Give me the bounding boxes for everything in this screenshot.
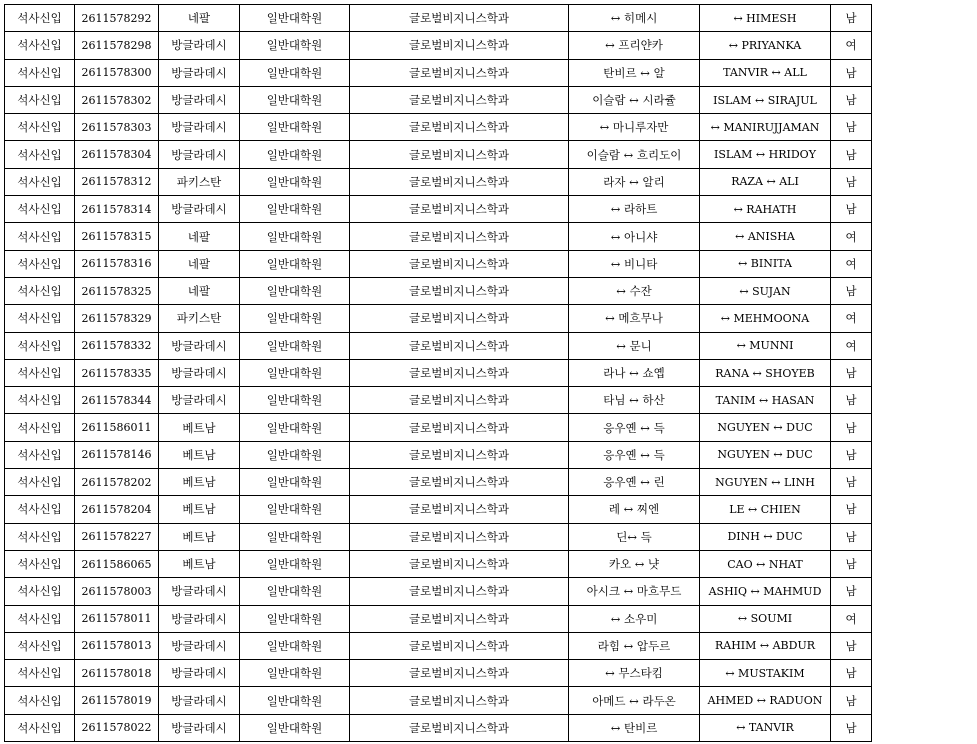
department-cell: 글로벌비지니스학과 bbox=[350, 59, 569, 86]
gender-cell: 남 bbox=[831, 59, 872, 86]
korean-name-cell: ↔ 마니루자만 bbox=[569, 114, 700, 141]
english-name-cell: ↔ PRIYANKA bbox=[700, 32, 831, 59]
student-rows bbox=[5, 5, 872, 742]
english-name-cell: TANIM ↔ HASAN bbox=[700, 387, 831, 414]
course-cell: 석사신입 bbox=[5, 5, 75, 32]
gender-cell: 남 bbox=[831, 550, 872, 577]
english-name-cell: TANVIR ↔ ALL bbox=[700, 59, 831, 86]
school-cell: 일반대학원 bbox=[240, 632, 350, 659]
course-cell: 석사신입 bbox=[5, 496, 75, 523]
english-name-cell: ↔ SUJAN bbox=[700, 277, 831, 304]
student-id-cell: 2611578303 bbox=[75, 114, 159, 141]
korean-name-cell: 라나 ↔ 쇼옙 bbox=[569, 359, 700, 386]
course-cell: 석사신입 bbox=[5, 550, 75, 577]
korean-name-cell: ↔ 라하트 bbox=[569, 196, 700, 223]
school-cell: 일반대학원 bbox=[240, 414, 350, 441]
department-cell: 글로벌비지니스학과 bbox=[350, 687, 569, 714]
korean-name-cell: ↔ 탄비르 bbox=[569, 714, 700, 741]
table-row bbox=[5, 86, 872, 113]
english-name-cell: ↔ MANIRUJJAMAN bbox=[700, 114, 831, 141]
nationality-cell: 베트남 bbox=[159, 414, 240, 441]
gender-cell: 남 bbox=[831, 660, 872, 687]
english-name-cell: ↔ MEHMOONA bbox=[700, 305, 831, 332]
department-cell: 글로벌비지니스학과 bbox=[350, 141, 569, 168]
school-cell: 일반대학원 bbox=[240, 523, 350, 550]
table-row bbox=[5, 714, 872, 741]
student-id-cell: 2611578314 bbox=[75, 196, 159, 223]
table-row bbox=[5, 496, 872, 523]
department-cell: 글로벌비지니스학과 bbox=[350, 578, 569, 605]
gender-cell: 남 bbox=[831, 414, 872, 441]
course-cell: 석사신입 bbox=[5, 332, 75, 359]
school-cell: 일반대학원 bbox=[240, 605, 350, 632]
table-row bbox=[5, 414, 872, 441]
school-cell: 일반대학원 bbox=[240, 5, 350, 32]
student-id-cell: 2611578204 bbox=[75, 496, 159, 523]
english-name-cell: ↔ ANISHA bbox=[700, 223, 831, 250]
school-cell: 일반대학원 bbox=[240, 687, 350, 714]
table-row bbox=[5, 277, 872, 304]
school-cell: 일반대학원 bbox=[240, 387, 350, 414]
course-cell: 석사신입 bbox=[5, 414, 75, 441]
department-cell: 글로벌비지니스학과 bbox=[350, 605, 569, 632]
korean-name-cell: 응우옌 ↔ 득 bbox=[569, 414, 700, 441]
english-name-cell: CAO ↔ NHAT bbox=[700, 550, 831, 577]
nationality-cell: 파키스탄 bbox=[159, 168, 240, 195]
department-cell: 글로벌비지니스학과 bbox=[350, 114, 569, 141]
school-cell: 일반대학원 bbox=[240, 59, 350, 86]
gender-cell: 여 bbox=[831, 305, 872, 332]
department-cell: 글로벌비지니스학과 bbox=[350, 277, 569, 304]
english-name-cell: DINH ↔ DUC bbox=[700, 523, 831, 550]
nationality-cell: 네팔 bbox=[159, 250, 240, 277]
nationality-cell: 방글라데시 bbox=[159, 632, 240, 659]
course-cell: 석사신입 bbox=[5, 114, 75, 141]
table-row bbox=[5, 5, 872, 32]
school-cell: 일반대학원 bbox=[240, 714, 350, 741]
table-row bbox=[5, 359, 872, 386]
course-cell: 석사신입 bbox=[5, 168, 75, 195]
korean-name-cell: 이슬람 ↔ 시라쥴 bbox=[569, 86, 700, 113]
course-cell: 석사신입 bbox=[5, 32, 75, 59]
table-row bbox=[5, 250, 872, 277]
korean-name-cell: 이슬람 ↔ 흐리도이 bbox=[569, 141, 700, 168]
english-name-cell: LE ↔ CHIEN bbox=[700, 496, 831, 523]
english-name-cell: ↔ RAHATH bbox=[700, 196, 831, 223]
student-id-cell: 2611578013 bbox=[75, 632, 159, 659]
gender-cell: 남 bbox=[831, 469, 872, 496]
nationality-cell: 베트남 bbox=[159, 441, 240, 468]
korean-name-cell: ↔ 소우미 bbox=[569, 605, 700, 632]
student-id-cell: 2611578325 bbox=[75, 277, 159, 304]
school-cell: 일반대학원 bbox=[240, 305, 350, 332]
student-id-cell: 2611578003 bbox=[75, 578, 159, 605]
course-cell: 석사신입 bbox=[5, 196, 75, 223]
gender-cell: 남 bbox=[831, 632, 872, 659]
korean-name-cell: ↔ 히메시 bbox=[569, 5, 700, 32]
korean-name-cell: ↔ 문니 bbox=[569, 332, 700, 359]
student-id-cell: 2611578018 bbox=[75, 660, 159, 687]
korean-name-cell: 응우옌 ↔ 린 bbox=[569, 469, 700, 496]
school-cell: 일반대학원 bbox=[240, 250, 350, 277]
student-id-cell: 2611578315 bbox=[75, 223, 159, 250]
student-id-cell: 2611578292 bbox=[75, 5, 159, 32]
course-cell: 석사신입 bbox=[5, 687, 75, 714]
nationality-cell: 네팔 bbox=[159, 223, 240, 250]
table-row bbox=[5, 469, 872, 496]
nationality-cell: 방글라데시 bbox=[159, 387, 240, 414]
nationality-cell: 방글라데시 bbox=[159, 59, 240, 86]
table-row bbox=[5, 141, 872, 168]
course-cell: 석사신입 bbox=[5, 469, 75, 496]
korean-name-cell: ↔ 프리얀카 bbox=[569, 32, 700, 59]
department-cell: 글로벌비지니스학과 bbox=[350, 5, 569, 32]
gender-cell: 여 bbox=[831, 605, 872, 632]
korean-name-cell: ↔ 메흐무나 bbox=[569, 305, 700, 332]
gender-cell: 남 bbox=[831, 168, 872, 195]
nationality-cell: 방글라데시 bbox=[159, 359, 240, 386]
nationality-cell: 베트남 bbox=[159, 496, 240, 523]
korean-name-cell: 응우옌 ↔ 득 bbox=[569, 441, 700, 468]
student-id-cell: 2611578022 bbox=[75, 714, 159, 741]
course-cell: 석사신입 bbox=[5, 387, 75, 414]
table-row bbox=[5, 605, 872, 632]
korean-name-cell: ↔ 비니타 bbox=[569, 250, 700, 277]
korean-name-cell: 타님 ↔ 하산 bbox=[569, 387, 700, 414]
course-cell: 석사신입 bbox=[5, 223, 75, 250]
student-id-cell: 2611578332 bbox=[75, 332, 159, 359]
gender-cell: 남 bbox=[831, 441, 872, 468]
english-name-cell: NGUYEN ↔ DUC bbox=[700, 414, 831, 441]
table-row bbox=[5, 550, 872, 577]
gender-cell: 남 bbox=[831, 359, 872, 386]
gender-cell: 남 bbox=[831, 496, 872, 523]
course-cell: 석사신입 bbox=[5, 250, 75, 277]
department-cell: 글로벌비지니스학과 bbox=[350, 414, 569, 441]
nationality-cell: 방글라데시 bbox=[159, 332, 240, 359]
table-row bbox=[5, 59, 872, 86]
gender-cell: 남 bbox=[831, 523, 872, 550]
korean-name-cell: 딘↔ 득 bbox=[569, 523, 700, 550]
department-cell: 글로벌비지니스학과 bbox=[350, 359, 569, 386]
department-cell: 글로벌비지니스학과 bbox=[350, 196, 569, 223]
student-id-cell: 2611578011 bbox=[75, 605, 159, 632]
english-name-cell: ISLAM ↔ SIRAJUL bbox=[700, 86, 831, 113]
department-cell: 글로벌비지니스학과 bbox=[350, 714, 569, 741]
school-cell: 일반대학원 bbox=[240, 114, 350, 141]
school-cell: 일반대학원 bbox=[240, 277, 350, 304]
gender-cell: 남 bbox=[831, 5, 872, 32]
table-row bbox=[5, 441, 872, 468]
table-row bbox=[5, 687, 872, 714]
student-id-cell: 2611586065 bbox=[75, 550, 159, 577]
gender-cell: 남 bbox=[831, 714, 872, 741]
korean-name-cell: 아메드 ↔ 라두온 bbox=[569, 687, 700, 714]
student-id-cell: 2611586011 bbox=[75, 414, 159, 441]
department-cell: 글로벌비지니스학과 bbox=[350, 469, 569, 496]
department-cell: 글로벌비지니스학과 bbox=[350, 387, 569, 414]
gender-cell: 남 bbox=[831, 196, 872, 223]
course-cell: 석사신입 bbox=[5, 441, 75, 468]
gender-cell: 여 bbox=[831, 223, 872, 250]
table-row bbox=[5, 223, 872, 250]
department-cell: 글로벌비지니스학과 bbox=[350, 250, 569, 277]
school-cell: 일반대학원 bbox=[240, 332, 350, 359]
english-name-cell: AHMED ↔ RADUON bbox=[700, 687, 831, 714]
course-cell: 석사신입 bbox=[5, 86, 75, 113]
table-row bbox=[5, 578, 872, 605]
department-cell: 글로벌비지니스학과 bbox=[350, 32, 569, 59]
department-cell: 글로벌비지니스학과 bbox=[350, 523, 569, 550]
course-cell: 석사신입 bbox=[5, 305, 75, 332]
table-row bbox=[5, 632, 872, 659]
student-id-cell: 2611578329 bbox=[75, 305, 159, 332]
korean-name-cell: 라힘 ↔ 압두르 bbox=[569, 632, 700, 659]
department-cell: 글로벌비지니스학과 bbox=[350, 86, 569, 113]
gender-cell: 여 bbox=[831, 332, 872, 359]
nationality-cell: 방글라데시 bbox=[159, 714, 240, 741]
school-cell: 일반대학원 bbox=[240, 660, 350, 687]
course-cell: 석사신입 bbox=[5, 660, 75, 687]
student-id-cell: 2611578304 bbox=[75, 141, 159, 168]
department-cell: 글로벌비지니스학과 bbox=[350, 305, 569, 332]
nationality-cell: 파키스탄 bbox=[159, 305, 240, 332]
school-cell: 일반대학원 bbox=[240, 196, 350, 223]
nationality-cell: 방글라데시 bbox=[159, 196, 240, 223]
student-id-cell: 2611578227 bbox=[75, 523, 159, 550]
english-name-cell: RANA ↔ SHOYEB bbox=[700, 359, 831, 386]
school-cell: 일반대학원 bbox=[240, 168, 350, 195]
english-name-cell: NGUYEN ↔ LINH bbox=[700, 469, 831, 496]
english-name-cell: ISLAM ↔ HRIDOY bbox=[700, 141, 831, 168]
korean-name-cell: 라자 ↔ 알리 bbox=[569, 168, 700, 195]
department-cell: 글로벌비지니스학과 bbox=[350, 496, 569, 523]
nationality-cell: 베트남 bbox=[159, 469, 240, 496]
student-id-cell: 2611578312 bbox=[75, 168, 159, 195]
school-cell: 일반대학원 bbox=[240, 359, 350, 386]
course-cell: 석사신입 bbox=[5, 277, 75, 304]
nationality-cell: 방글라데시 bbox=[159, 687, 240, 714]
table-row bbox=[5, 168, 872, 195]
course-cell: 석사신입 bbox=[5, 578, 75, 605]
english-name-cell: ↔ MUNNI bbox=[700, 332, 831, 359]
english-name-cell: ↔ HIMESH bbox=[700, 5, 831, 32]
student-id-cell: 2611578335 bbox=[75, 359, 159, 386]
department-cell: 글로벌비지니스학과 bbox=[350, 223, 569, 250]
table-row bbox=[5, 196, 872, 223]
course-cell: 석사신입 bbox=[5, 605, 75, 632]
student-id-cell: 2611578302 bbox=[75, 86, 159, 113]
school-cell: 일반대학원 bbox=[240, 441, 350, 468]
department-cell: 글로벌비지니스학과 bbox=[350, 332, 569, 359]
english-name-cell: ↔ TANVIR bbox=[700, 714, 831, 741]
gender-cell: 남 bbox=[831, 86, 872, 113]
gender-cell: 남 bbox=[831, 114, 872, 141]
student-list-sheet bbox=[4, 4, 872, 742]
gender-cell: 남 bbox=[831, 141, 872, 168]
gender-cell: 여 bbox=[831, 32, 872, 59]
korean-name-cell: 아시크 ↔ 마흐무드 bbox=[569, 578, 700, 605]
table-row bbox=[5, 523, 872, 550]
school-cell: 일반대학원 bbox=[240, 86, 350, 113]
english-name-cell: RAHIM ↔ ABDUR bbox=[700, 632, 831, 659]
course-cell: 석사신입 bbox=[5, 59, 75, 86]
nationality-cell: 네팔 bbox=[159, 5, 240, 32]
nationality-cell: 방글라데시 bbox=[159, 578, 240, 605]
nationality-cell: 네팔 bbox=[159, 277, 240, 304]
table-row bbox=[5, 32, 872, 59]
student-table bbox=[4, 4, 872, 742]
gender-cell: 여 bbox=[831, 250, 872, 277]
nationality-cell: 베트남 bbox=[159, 550, 240, 577]
course-cell: 석사신입 bbox=[5, 141, 75, 168]
gender-cell: 남 bbox=[831, 387, 872, 414]
department-cell: 글로벌비지니스학과 bbox=[350, 632, 569, 659]
student-id-cell: 2611578298 bbox=[75, 32, 159, 59]
korean-name-cell: ↔ 수잔 bbox=[569, 277, 700, 304]
student-id-cell: 2611578146 bbox=[75, 441, 159, 468]
nationality-cell: 방글라데시 bbox=[159, 86, 240, 113]
school-cell: 일반대학원 bbox=[240, 496, 350, 523]
school-cell: 일반대학원 bbox=[240, 141, 350, 168]
english-name-cell: ↔ BINITA bbox=[700, 250, 831, 277]
korean-name-cell: 레 ↔ 찌엔 bbox=[569, 496, 700, 523]
table-row bbox=[5, 114, 872, 141]
department-cell: 글로벌비지니스학과 bbox=[350, 441, 569, 468]
department-cell: 글로벌비지니스학과 bbox=[350, 168, 569, 195]
gender-cell: 남 bbox=[831, 578, 872, 605]
table-row bbox=[5, 660, 872, 687]
english-name-cell: NGUYEN ↔ DUC bbox=[700, 441, 831, 468]
nationality-cell: 방글라데시 bbox=[159, 605, 240, 632]
english-name-cell: RAZA ↔ ALI bbox=[700, 168, 831, 195]
korean-name-cell: 카오 ↔ 냣 bbox=[569, 550, 700, 577]
course-cell: 석사신입 bbox=[5, 632, 75, 659]
korean-name-cell: 탄비르 ↔ 알 bbox=[569, 59, 700, 86]
nationality-cell: 방글라데시 bbox=[159, 141, 240, 168]
nationality-cell: 베트남 bbox=[159, 523, 240, 550]
english-name-cell: ↔ SOUMI bbox=[700, 605, 831, 632]
course-cell: 석사신입 bbox=[5, 523, 75, 550]
table-row bbox=[5, 332, 872, 359]
school-cell: 일반대학원 bbox=[240, 469, 350, 496]
student-id-cell: 2611578316 bbox=[75, 250, 159, 277]
table-row bbox=[5, 305, 872, 332]
table-row bbox=[5, 387, 872, 414]
school-cell: 일반대학원 bbox=[240, 578, 350, 605]
gender-cell: 남 bbox=[831, 277, 872, 304]
english-name-cell: ASHIQ ↔ MAHMUD bbox=[700, 578, 831, 605]
student-id-cell: 2611578202 bbox=[75, 469, 159, 496]
nationality-cell: 방글라데시 bbox=[159, 32, 240, 59]
gender-cell: 남 bbox=[831, 687, 872, 714]
department-cell: 글로벌비지니스학과 bbox=[350, 660, 569, 687]
course-cell: 석사신입 bbox=[5, 714, 75, 741]
student-id-cell: 2611578019 bbox=[75, 687, 159, 714]
korean-name-cell: ↔ 무스타킴 bbox=[569, 660, 700, 687]
student-id-cell: 2611578344 bbox=[75, 387, 159, 414]
department-cell: 글로벌비지니스학과 bbox=[350, 550, 569, 577]
course-cell: 석사신입 bbox=[5, 359, 75, 386]
english-name-cell: ↔ MUSTAKIM bbox=[700, 660, 831, 687]
school-cell: 일반대학원 bbox=[240, 223, 350, 250]
korean-name-cell: ↔ 아니샤 bbox=[569, 223, 700, 250]
nationality-cell: 방글라데시 bbox=[159, 114, 240, 141]
student-id-cell: 2611578300 bbox=[75, 59, 159, 86]
school-cell: 일반대학원 bbox=[240, 550, 350, 577]
nationality-cell: 방글라데시 bbox=[159, 660, 240, 687]
school-cell: 일반대학원 bbox=[240, 32, 350, 59]
